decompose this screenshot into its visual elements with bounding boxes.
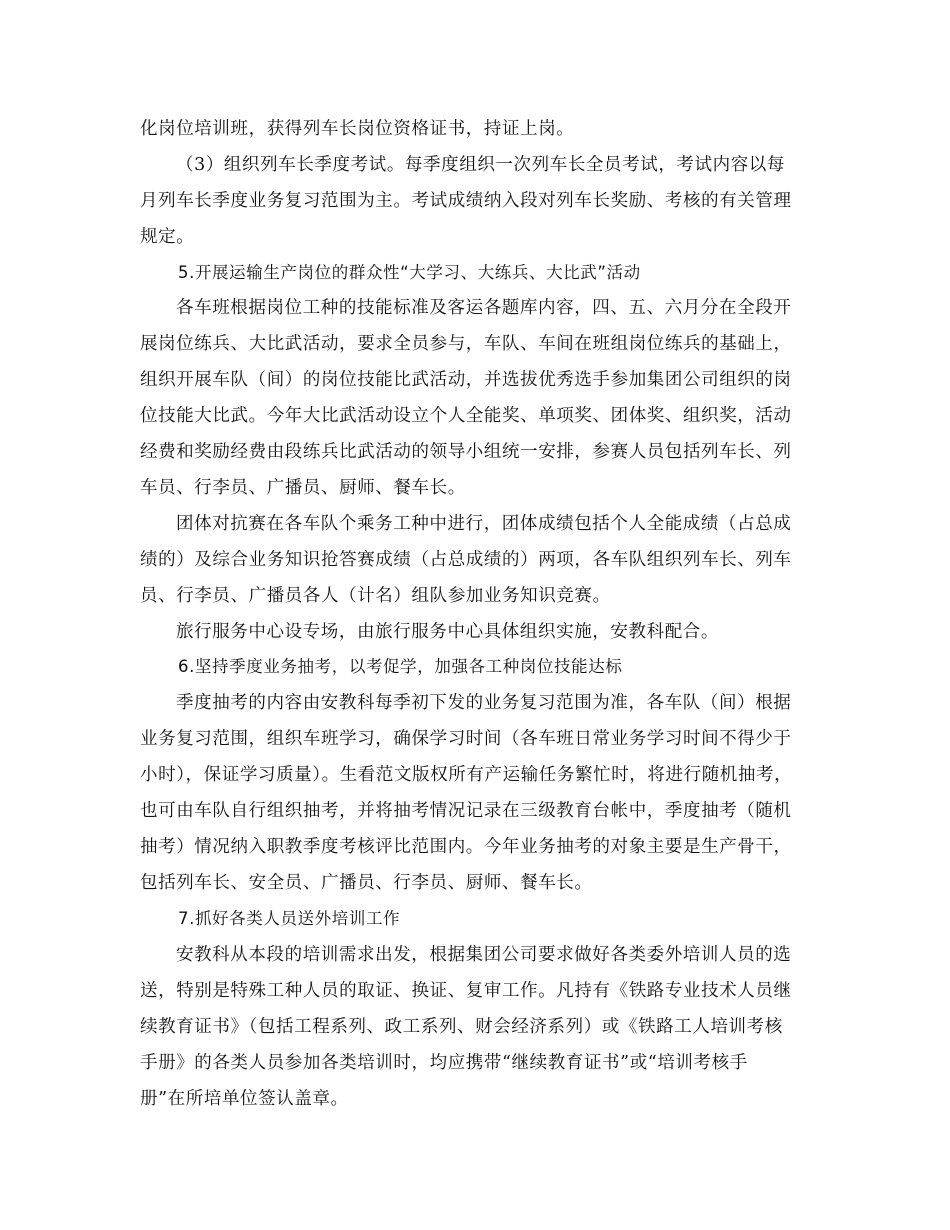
paragraph-line: 抽考）情况纳入职教季度考核评比范围内。今年业务抽考的对象主要是生产骨干， bbox=[140, 837, 792, 857]
section-heading-5: 5.开展运输生产岗位的群众性“大学习、大练兵、大比武”活动 bbox=[178, 263, 641, 282]
section-heading-6: 6.坚持季度业务抽考，以考促学，加强各工种岗位技能达标 bbox=[178, 657, 623, 676]
paragraph-line: 月列车长季度业务复习范围为主。考试成绩纳入段对列车长奖励、考核的有关管理 bbox=[140, 191, 792, 211]
paragraph-line: 团体对抗赛在各车队个乘务工种中进行，团体成绩包括个人全能成绩（占总成 bbox=[176, 514, 792, 534]
paragraph-line: 规定。 bbox=[140, 227, 195, 247]
paragraph-line: 册”在所培单位签认盖章。 bbox=[140, 1089, 349, 1109]
paragraph-line: 员、行李员、广播员各人（计名）组队参加业务知识竞赛。 bbox=[140, 586, 611, 606]
paragraph-line: 组织开展车队（间）的岗位技能比武活动，并选拔优秀选手参加集团公司组织的岗 bbox=[140, 370, 792, 390]
paragraph-line: 送，特别是特殊工种人员的取证、换证、复审工作。凡持有《铁路专业技术人员继 bbox=[140, 981, 792, 1001]
paragraph-line: （3）组织列车长季度考试。每季度组织一次列车长全员考试，考试内容以每 bbox=[176, 155, 786, 175]
paragraph-line: 季度抽考的内容由安教科每季初下发的业务复习范围为准，各车队（间）根据 bbox=[176, 693, 792, 713]
paragraph-line: 包括列车长、安全员、广播员、行李员、厨师、餐车长。 bbox=[140, 873, 593, 893]
paragraph-line: 展岗位练兵、大比武活动，要求全员参与，车队、车间在班组岗位练兵的基础上， bbox=[140, 334, 792, 354]
section-heading-7: 7.抓好各类人员送外培训工作 bbox=[178, 909, 401, 928]
paragraph-line: 业务复习范围，组织车班学习，确保学习时间（各车班日常业务学习时间不得少于 bbox=[140, 729, 792, 749]
paragraph-line: 也可由车队自行组织抽考，并将抽考情况记录在三级教育台帐中，季度抽考（随机 bbox=[140, 801, 792, 821]
paragraph-line: 位技能大比武。今年大比武活动设立个人全能奖、单项奖、团体奖、组织奖，活动 bbox=[140, 406, 792, 426]
paragraph-line: 绩的）及综合业务知识抢答赛成绩（占总成绩的）两项，各车队组织列车长、列车 bbox=[140, 550, 792, 570]
paragraph-line: 安教科从本段的培训需求出发，根据集团公司要求做好各类委外培训人员的选 bbox=[176, 945, 792, 965]
paragraph-line: 各车班根据岗位工种的技能标准及客运各题库内容，四、五、六月分在全段开 bbox=[176, 298, 792, 318]
paragraph-line: 经费和奖励经费由段练兵比武活动的领导小组统一安排，参赛人员包括列车长、列 bbox=[140, 442, 792, 462]
paragraph-line: 小时），保证学习质量）。生看范文版权所有产运输任务繁忙时，将进行随机抽考， bbox=[140, 765, 793, 785]
paragraph-line: 旅行服务中心设专场，由旅行服务中心具体组织实施，安教科配合。 bbox=[176, 622, 719, 642]
paragraph-line: 化岗位培训班，获得列车长岗位资格证书，持证上岗。 bbox=[140, 119, 575, 139]
paragraph-line: 手册》的各类人员参加各类培训时，均应携带“继续教育证书”或“培训考核手 bbox=[140, 1053, 748, 1073]
paragraph-line: 车员、行李员、广播员、厨师、餐车长。 bbox=[140, 478, 466, 498]
paragraph-line: 续教育证书》（包括工程系列、政工系列、财会经济系列）或《铁路工人培训考核 bbox=[140, 1017, 783, 1037]
